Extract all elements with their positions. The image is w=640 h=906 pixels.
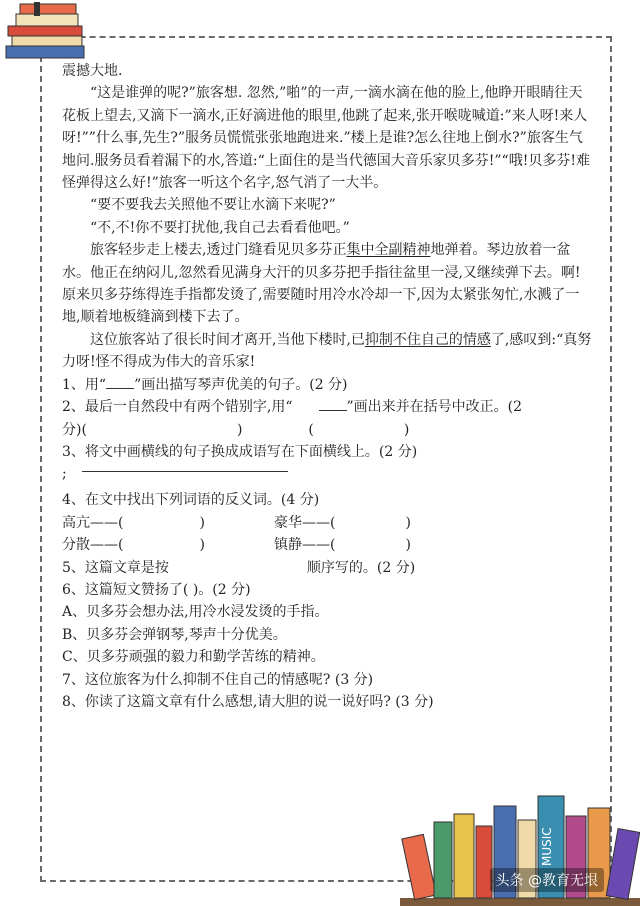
antonym-item[interactable] — [274, 534, 411, 556]
option-a[interactable]: A、贝多芬会想办法,用冷水浸发烫的手指。 — [62, 604, 329, 621]
antonym-word: 分散——( — [62, 537, 124, 554]
passage-opening: 震撼大地. — [62, 63, 123, 79]
book-stack-icon — [0, 0, 96, 62]
text-segment: 旅客轻步走上楼去,透过门缝看见贝多芬正 — [90, 242, 347, 259]
bracket: ) — [199, 537, 205, 554]
antonym-word: 镇静——( — [274, 537, 336, 554]
passage-paragraph: “要不要我去关照他不要让水滴下来呢?” — [90, 197, 336, 214]
answer-bracket[interactable]: ( — [308, 421, 314, 438]
watermark: 头条 @教育无垠 — [490, 868, 604, 892]
answer-bracket[interactable]: 分)( — [62, 421, 87, 438]
passage-paragraph: “不,不!你不要打扰他,我自己去看看他吧。” — [90, 219, 350, 236]
antonym-word: 高亢——( — [62, 514, 124, 531]
antonym-item[interactable] — [62, 512, 274, 534]
question-text: 2、最后一自然段中有两个错别字,用“ — [62, 399, 293, 416]
antonym-word: 豪华——( — [274, 514, 336, 531]
underlined-phrase: 抑制不住自己的情感 — [364, 331, 491, 348]
answer-bracket[interactable]: ) — [403, 421, 410, 438]
question-text: 顺序写的。(2 分) — [306, 559, 416, 576]
question-2 — [62, 396, 592, 418]
question-6: 6、这篇短文赞扬了( )。(2 分) — [62, 581, 251, 598]
question-text: ; — [62, 466, 67, 483]
question-3-answer — [62, 463, 592, 489]
passage-paragraph — [62, 329, 592, 374]
antonym-item[interactable] — [274, 512, 411, 534]
question-5 — [62, 557, 592, 579]
text-segment: 了,感叹到:“真努力呀!怪不得成为伟大的音乐家! — [62, 331, 592, 371]
antonym-row — [62, 534, 592, 556]
question-3: 3、将文中画横线的句子换成成语写在下面横线上。(2 分) — [62, 443, 418, 460]
question-4: 4、在文中找出下列词语的反义词。(4 分) — [62, 492, 320, 509]
book-spine-text: MUSIC — [540, 827, 554, 866]
option-c[interactable]: C、贝多芬顽强的毅力和勤学苦练的精神。 — [62, 649, 325, 666]
worksheet-content — [62, 60, 592, 713]
bracket: ) — [405, 514, 411, 531]
antonym-row — [62, 512, 592, 534]
underline-sample — [319, 410, 347, 411]
question-1 — [62, 374, 592, 396]
underlined-phrase: 集中全副精神 — [346, 242, 431, 259]
question-2-answers — [62, 419, 592, 441]
question-7: 7、这位旅客为什么抑制不住自己的情感呢? (3 分) — [62, 671, 374, 688]
text-segment: 这位旅客站了很长时间才离开,当他下楼时,已 — [90, 331, 365, 348]
text-segment: 地弹着。琴边放着一盆水。他正在纳闷儿,忽然看见满身大汗的贝多芬把手指往盆里一浸,又继续弹下去。啊!原来贝多芬练得连手指都发烫了,需要随时用冷水冷却一下,因为太紧张匆忙,水溅了一地,顺着地板缝滴到楼下去了。 — [62, 242, 581, 326]
question-text: 5、这篇文章是按 — [62, 559, 169, 576]
passage-paragraph: “这是谁弹的呢?”旅客想. 忽然,”啪”的一声,一滴水滴在他的脸上,他睁开眼睛往天花板上望去,又滴下一滴水,正好滴进他的眼里,他跳了起来,张开喉咙喊道:”来人呀!来人呀!””什么事,先生?”服务员慌慌张张地跑进来.”楼上是谁?怎么往地上倒水?”旅客生气地问.服务员看着漏下的水,答道:“上面住的是当代德国大音乐家贝多芬!”“哦!贝多芬!难怪弹得这么好!”旅客一听这个名字,怒气消了一大半。 — [62, 85, 590, 192]
passage-paragraph — [62, 239, 592, 329]
option-b[interactable]: B、贝多芬会弹钢琴,琴声十分优美。 — [62, 626, 287, 643]
answer-bracket[interactable]: ) — [236, 421, 243, 438]
question-text: 1、用“ — [62, 376, 107, 393]
question-8: 8、你读了这篇文章有什么感想,请大胆的说一说好吗? (3 分) — [62, 693, 434, 710]
question-text: ”画出来并在括号中改正。(2 — [346, 399, 523, 416]
bracket: ) — [405, 537, 411, 554]
bracket: ) — [199, 514, 205, 531]
antonym-item[interactable] — [62, 534, 274, 556]
answer-line[interactable] — [82, 471, 288, 472]
underline-sample — [106, 388, 134, 389]
question-text: ”画出描写琴声优美的句子。(2 分) — [134, 376, 348, 393]
